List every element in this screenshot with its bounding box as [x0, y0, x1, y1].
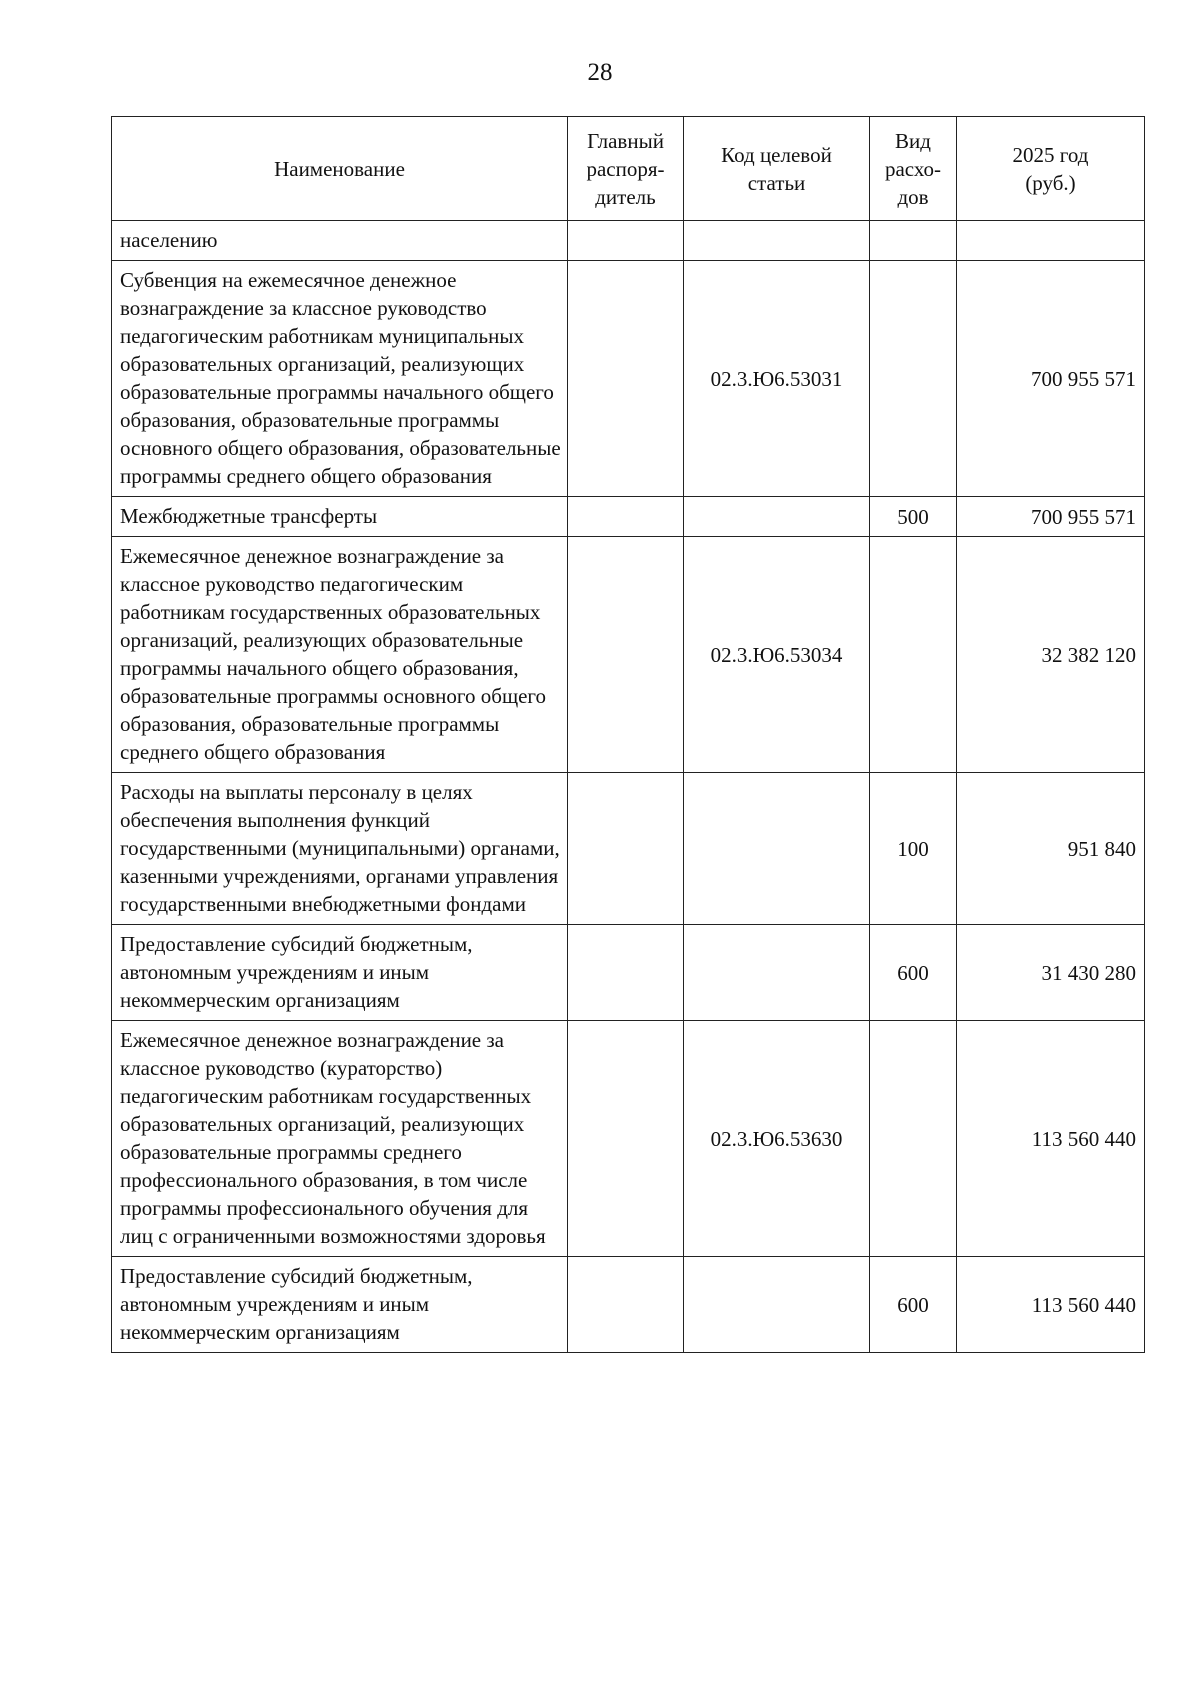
row-name: Предоставление субсидий бюджетным, автономным учреждениям и иным некоммерческим организациям — [112, 1257, 568, 1353]
header-admin-line: распоря- — [586, 156, 665, 181]
header-amount-line: 2025 год — [1012, 142, 1089, 167]
row-kind — [870, 221, 957, 261]
row-name: Расходы на выплаты персоналу в целях обеспечения выполнения функций государственными (муниципальными) органами, казенными учреждениями, органами управления государственными внебюджетными фондами — [112, 773, 568, 925]
row-kind — [870, 1021, 957, 1257]
row-code — [684, 773, 870, 925]
row-code — [684, 497, 870, 537]
row-code: 02.3.Ю6.53031 — [684, 261, 870, 497]
header-row — [112, 117, 1145, 221]
header-kind-line: Вид — [895, 128, 931, 153]
header-name: Наименование — [112, 117, 568, 221]
row-amount: 700 955 571 — [957, 261, 1145, 497]
header-kind-line: дов — [897, 184, 929, 209]
row-amount: 113 560 440 — [957, 1257, 1145, 1353]
table-row — [112, 925, 1145, 1021]
table-row — [112, 537, 1145, 773]
table-row — [112, 1021, 1145, 1257]
table-row — [112, 221, 1145, 261]
row-amount: 31 430 280 — [957, 925, 1145, 1021]
row-kind: 600 — [870, 1257, 957, 1353]
row-amount — [957, 221, 1145, 261]
table-row — [112, 261, 1145, 497]
row-amount: 951 840 — [957, 773, 1145, 925]
table-header — [112, 117, 1145, 221]
header-kind-line: расхо- — [884, 156, 942, 181]
header-amount-line: (руб.) — [1025, 170, 1076, 195]
row-amount: 700 955 571 — [957, 497, 1145, 537]
row-kind: 100 — [870, 773, 957, 925]
table-row — [112, 497, 1145, 537]
header-admin-line: дитель — [595, 184, 656, 209]
row-code: 02.3.Ю6.53034 — [684, 537, 870, 773]
row-admin — [568, 1257, 684, 1353]
row-name: Межбюджетные трансферты — [112, 497, 568, 537]
row-admin — [568, 221, 684, 261]
page-number: 28 — [587, 59, 613, 86]
header-amount — [957, 117, 1145, 221]
row-admin — [568, 773, 684, 925]
header-code-line: Код целевой — [721, 142, 832, 167]
header-code-line: статьи — [747, 170, 806, 195]
row-name: Ежемесячное денежное вознаграждение за классное руководство (кураторство) педагогическим работникам государственных образовательных организаций, реализующих образовательные программы среднего профессионального образования, в том числе программы профессионального обучения для лиц с ограниченными возможностями здоровья — [112, 1021, 568, 1257]
row-admin — [568, 261, 684, 497]
row-name: Субвенция на ежемесячное денежное вознаграждение за классное руководство педагогическим работникам муниципальных образовательных организаций, реализующих образовательные программы начального общего образования, образовательные программы основного общего образования, образовательные программы среднего общего образования — [112, 261, 568, 497]
row-code — [684, 221, 870, 261]
header-admin-line: Главный — [587, 128, 664, 153]
budget-table — [111, 116, 1145, 1353]
row-kind: 500 — [870, 497, 957, 537]
row-amount: 113 560 440 — [957, 1021, 1145, 1257]
header-code — [684, 117, 870, 221]
row-admin — [568, 1021, 684, 1257]
header-kind — [870, 117, 957, 221]
table-body — [112, 221, 1145, 1353]
table-row — [112, 1257, 1145, 1353]
row-code: 02.3.Ю6.53630 — [684, 1021, 870, 1257]
row-kind: 600 — [870, 925, 957, 1021]
row-admin — [568, 925, 684, 1021]
row-code — [684, 1257, 870, 1353]
row-name: населению — [112, 221, 568, 261]
row-kind — [870, 537, 957, 773]
table-row — [112, 773, 1145, 925]
row-admin — [568, 537, 684, 773]
header-admin — [568, 117, 684, 221]
row-kind — [870, 261, 957, 497]
row-name: Ежемесячное денежное вознаграждение за классное руководство педагогическим работникам государственных образовательных организаций, реализующих образовательные программы начального общего образования, образовательные программы основного общего образования, образовательные программы среднего общего образования — [112, 537, 568, 773]
row-amount: 32 382 120 — [957, 537, 1145, 773]
row-admin — [568, 497, 684, 537]
row-code — [684, 925, 870, 1021]
row-name: Предоставление субсидий бюджетным, автономным учреждениям и иным некоммерческим организациям — [112, 925, 568, 1021]
